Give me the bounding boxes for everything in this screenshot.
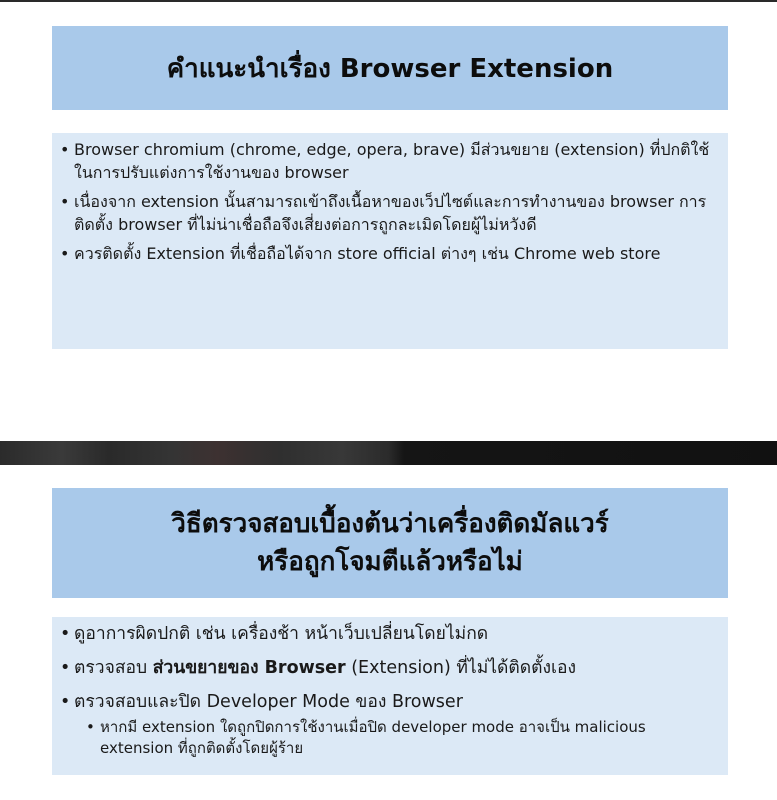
section-divider-band <box>0 441 777 465</box>
section2-bullet <box>58 689 714 759</box>
bullet2-prefix: ตรวจสอบ <box>74 658 153 678</box>
section2-content <box>52 617 728 775</box>
section1-bullet: • Browser chromium (chrome, edge, opera, brave) มีส่วนขยาย (extension) ที่ปกติใช้ในการปรับแต่งการใช้งานของ browser <box>58 138 714 184</box>
section1-bullet: • ควรติดตั้ง Extension ที่เชื่อถือได้จาก store official ต่างๆ เช่น Chrome web store <box>58 242 714 265</box>
section1-title: คำแนะนำเรื่อง Browser Extension <box>166 53 614 84</box>
section2-bullet: • ดูอาการผิดปกติ เช่น เครื่องช้า หน้าเว็บเปลี่ยนโดยไม่กด <box>58 621 714 647</box>
section2-bullet-list <box>58 621 714 759</box>
bullet2-suffix: (Extension) ที่ไม่ได้ติดตั้งเอง <box>345 658 577 678</box>
section2-bullet <box>58 655 714 681</box>
section1-content <box>52 133 728 349</box>
section1-bullet-list <box>58 138 714 265</box>
section1-title-banner <box>52 26 728 110</box>
section2-sub-bullet: • หากมี extension ใดถูกปิดการใช้งานเมื่อปิด developer mode อาจเป็น malicious extension ที่ถูกติดตั้งโดยผู้ร้าย <box>86 717 714 759</box>
section1-bullet: • เนื่องจาก extension นั้นสามารถเข้าถึงเนื้อหาของเว็ปไซต์และการทำงานของ browser การติดตั้ง browser ที่ไม่น่าเชื่อถือจึงเสี่ยงต่อการถูกละเมิดโดยผู้ไม่หวังดี <box>58 190 714 236</box>
section2-title-line1: วิธีตรวจสอบเบื้องต้นว่าเครื่องติดมัลแวร์ <box>171 509 609 539</box>
section2-title-banner <box>52 488 728 598</box>
section2-sub-bullet-list <box>74 717 714 759</box>
section2-title-line2: หรือถูกโจมตีแล้วหรือไม่ <box>257 547 523 577</box>
top-divider <box>0 0 777 2</box>
bullet2-emphasis: ส่วนขยายของ Browser <box>152 658 346 678</box>
bullet3-text: ตรวจสอบและปิด Developer Mode ของ Browser <box>74 692 463 712</box>
